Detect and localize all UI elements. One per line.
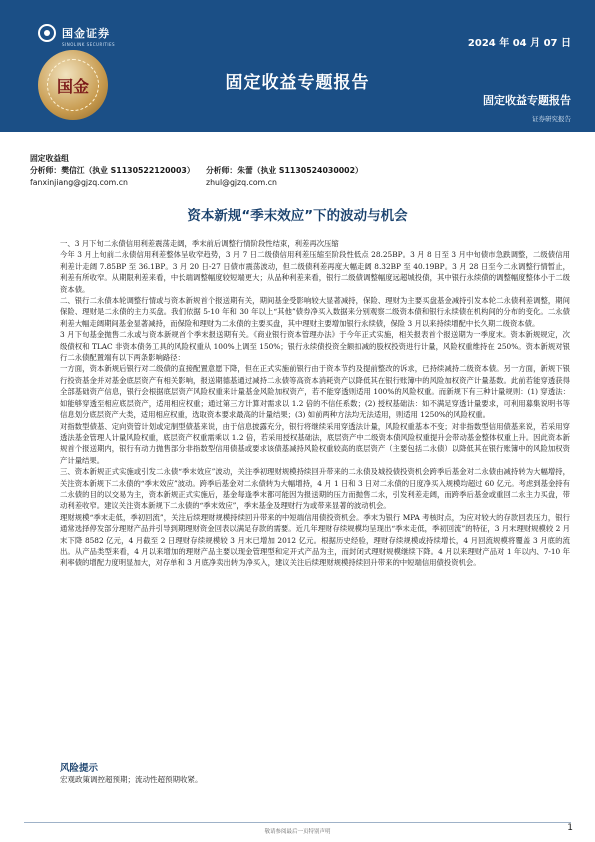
brand-logo (38, 24, 110, 42)
report-body (60, 238, 570, 569)
analyst-1-name: 樊信江（执业 S1130522120003） (61, 166, 195, 175)
header-title: 固定收益专题报告 (225, 73, 370, 93)
document-title: 资本新规“季末效应”下的波动与机会 (187, 208, 408, 224)
analyst-1-email[interactable]: fanxinjiang@gjzq.com.cn (30, 178, 128, 187)
footer-notice: 敬请参阅最后一页特别声明 (264, 829, 331, 835)
brand-mark-icon (38, 24, 56, 42)
paragraph: 对指数型债基、定向资管计划或定制型债基来说，由于信息披露充分，银行将继续采用穿透法计量，风险权重基本不变；对非指数型信用债基来说，若采用穿透法基金管理人计量风险权重，底层资产权重需乘以 1.2 倍，若采用授权基础法，底层资产中二级资本债风险权重提升会带动基金整体权重上升。因此资本新规首个报送期内，银行有动力抛售部分非指数型信用债基或要求该债基减持风险权重较高的底层资产（主要包括二永债）以降低其在银行账簿中的风险加权资产计量结果。 (60, 421, 570, 465)
team-name: 固定收益组 (30, 154, 69, 163)
paragraph: 一方面，资本新规后银行对二级债的直接配置意愿下降，但在正式实施前银行由于资本节约及提前整改的诉求，已持续减持二级资本债。另一方面，新规下银行投资基金并对基金底层资产有相关影响，报送期德基通过减持二永债等高资本消耗资产以降低其在银行账簿中的风险加权资产计量基数。此前若能穿透获得全部基础资产信息，银行会根据底层资产风险权重来计量基金风险加权资产，若不能穿透则适用 100%的风险权重。而新规下有三种计量规则：(1) 穿透法：如能够穿透至相应底层资产，适用相应权重；通过第三方计算对需求以 1.2 倍的不信任系数；(2) 授权基础法：如不满足穿透计量要求，可利用募集说明书等信息划分底层资产大类，适用相应权重，选取资本要求最高的计量结果；(3) 如前两种方法均无法适用，则适用 1250%的风险权重。 (60, 364, 570, 420)
paragraph: 理财规模“季末走低，季初回流”，关注后续理财规模持续回升带来的中短端信用债投资机会。季末为银行 MPA 考核时点，为应对较大的存款回表压力，银行通常选择停发部分理财产品并引导到期理财资金回表以满足存款的需要。近几年理财存续规模均呈现出“季末走低，季初回流”的特征，3 月末理财规模较 2 月末下降 8582 亿元，4 月截至 2 日理财存续规模较 3 月末已增加 2012 亿元。根据历史经验，理财存续规模或持续增长，4 月回流规模将覆盖 3 月底的流出。从产品类型来看，4 月以来增加的理财产品主要以现金管理型和定开式产品为主，而封闭式理财规模继续下降。4 月以来理财产品对 1 年以内、7-10 年利率债的增配力度明显加大，对存单和 3 月底净卖出转为净买入，建议关注后续理财规模持续回升带来的中短端信用债投资机会。 (60, 512, 570, 568)
header-right-title: 固定收益专题报告 (483, 94, 571, 107)
section-heading-3: 三、资本新规正式实施或引发二永债“季末效应”波动，关注季初理财规模持续回升带来的二永债及城投债投资机会跨季后基金对二永债由减持转为大幅增持，关注资本新规下二永债的“季末效应”波动。跨季后基金对二永债转为大幅增持，4 月 1 日和 3 日对二永债的日度净买入规模均超过 60 亿元。考虑到基金持有二永债的目的以交易为主，资本新规正式实施后，基金每逢季末都可能因为报送期的压力而抛售二永，引发利差走阔，而跨季后基金或重回二永主力买盘，带动利差收窄。建议关注资本新规下二永债的“季末效应”，季末基金及理财行为或带来显著的波动机会。 (60, 467, 570, 511)
analyst-info (30, 153, 570, 189)
header-right-block (483, 92, 571, 123)
badge-text: 国金 (47, 59, 99, 111)
email-row (30, 177, 570, 189)
section-heading-1: 一、3 月下旬二永债信用利差震荡走阔，季末前后调整行情阶段性结束，利差再次压缩 (60, 239, 339, 248)
analyst-2-label: 分析师： (206, 166, 238, 175)
footer-divider (24, 822, 571, 823)
header-right-subtitle: 证券研究报告 (532, 115, 571, 123)
risk-heading: 风险提示 (60, 763, 99, 774)
analyst-1-label: 分析师： (30, 166, 62, 175)
risk-text: 宏观政策调控超预期；流动性超预期收紧。 (60, 775, 203, 784)
section-heading-2: 二、银行二永债本轮调整行情或与资本新规首个报送期有关，期间基金受影响较大显著减持，保险、理财为主要买盘基金减持引发本轮二永债利差调整，期间保险、理财是二永债的主力买盘。我们依据 5-10 年和 30 年以上“其他”债券净买入数据来分别观察二级资本债和银行永续债在机构间的分布的变化。二永债利差大幅走阔期间基金显著减持，而保险和理财为二永债的主要买盘，其中理财主要增加银行永续债，保险 3 月以来持续增配中长久期二级资本债。 (60, 296, 570, 328)
page-number: 1 (567, 823, 573, 833)
report-date: 2024 年 04 月 07 日 (467, 38, 571, 49)
paragraph: 今年 3 月上旬前二永债信用利差整体呈收窄趋势，3 月 7 日二级债信用利差压缩至阶段性低点 28.25BP。3 月 8 日至 3 月中旬债市急跌调整，二级债信用利差计走阔 7.85BP 至 36.1BP。3 月 20 日-27 日债市震荡波动，但二级债利差再度大幅走阔 8.32BP 至 40.19BP。3 月 28 日至今二永调整行情暂止，利差有所收窄。从期限利差来看，中长端调整幅度较短端更大；从品种利差来看，银行二级债调整幅度远超城投债，其中银行永续债的调整幅度整体小于二级资本债。 (60, 250, 570, 294)
paragraph: 3 月下旬基金抛售二永或与资本新规首个季末报送期有关。《商业银行资本管理办法》于今年正式实施，相关报表首个报送期为一季度末。资本新规规定，次级债权和 TLAC 非资本债务工具的风险权重从 100%上调至 150%；银行永续债投资全额扣减的股权投资进行计量，风险权重维持在 250%。资本新规对银行二永债配置端有以下两条影响路径： (60, 330, 570, 363)
brand-name: 国金证券 (62, 27, 110, 40)
analyst-2 (206, 165, 363, 177)
analyst-2-name: 朱蕾（执业 S1130524030002） (237, 166, 363, 175)
report-header (0, 0, 595, 132)
brand-subtitle: SINOLINK SECURITIES (62, 42, 116, 47)
analyst-row (30, 165, 570, 177)
analyst-1 (30, 165, 206, 177)
analyst-2-email[interactable]: zhul@gjzq.com.cn (206, 178, 277, 187)
